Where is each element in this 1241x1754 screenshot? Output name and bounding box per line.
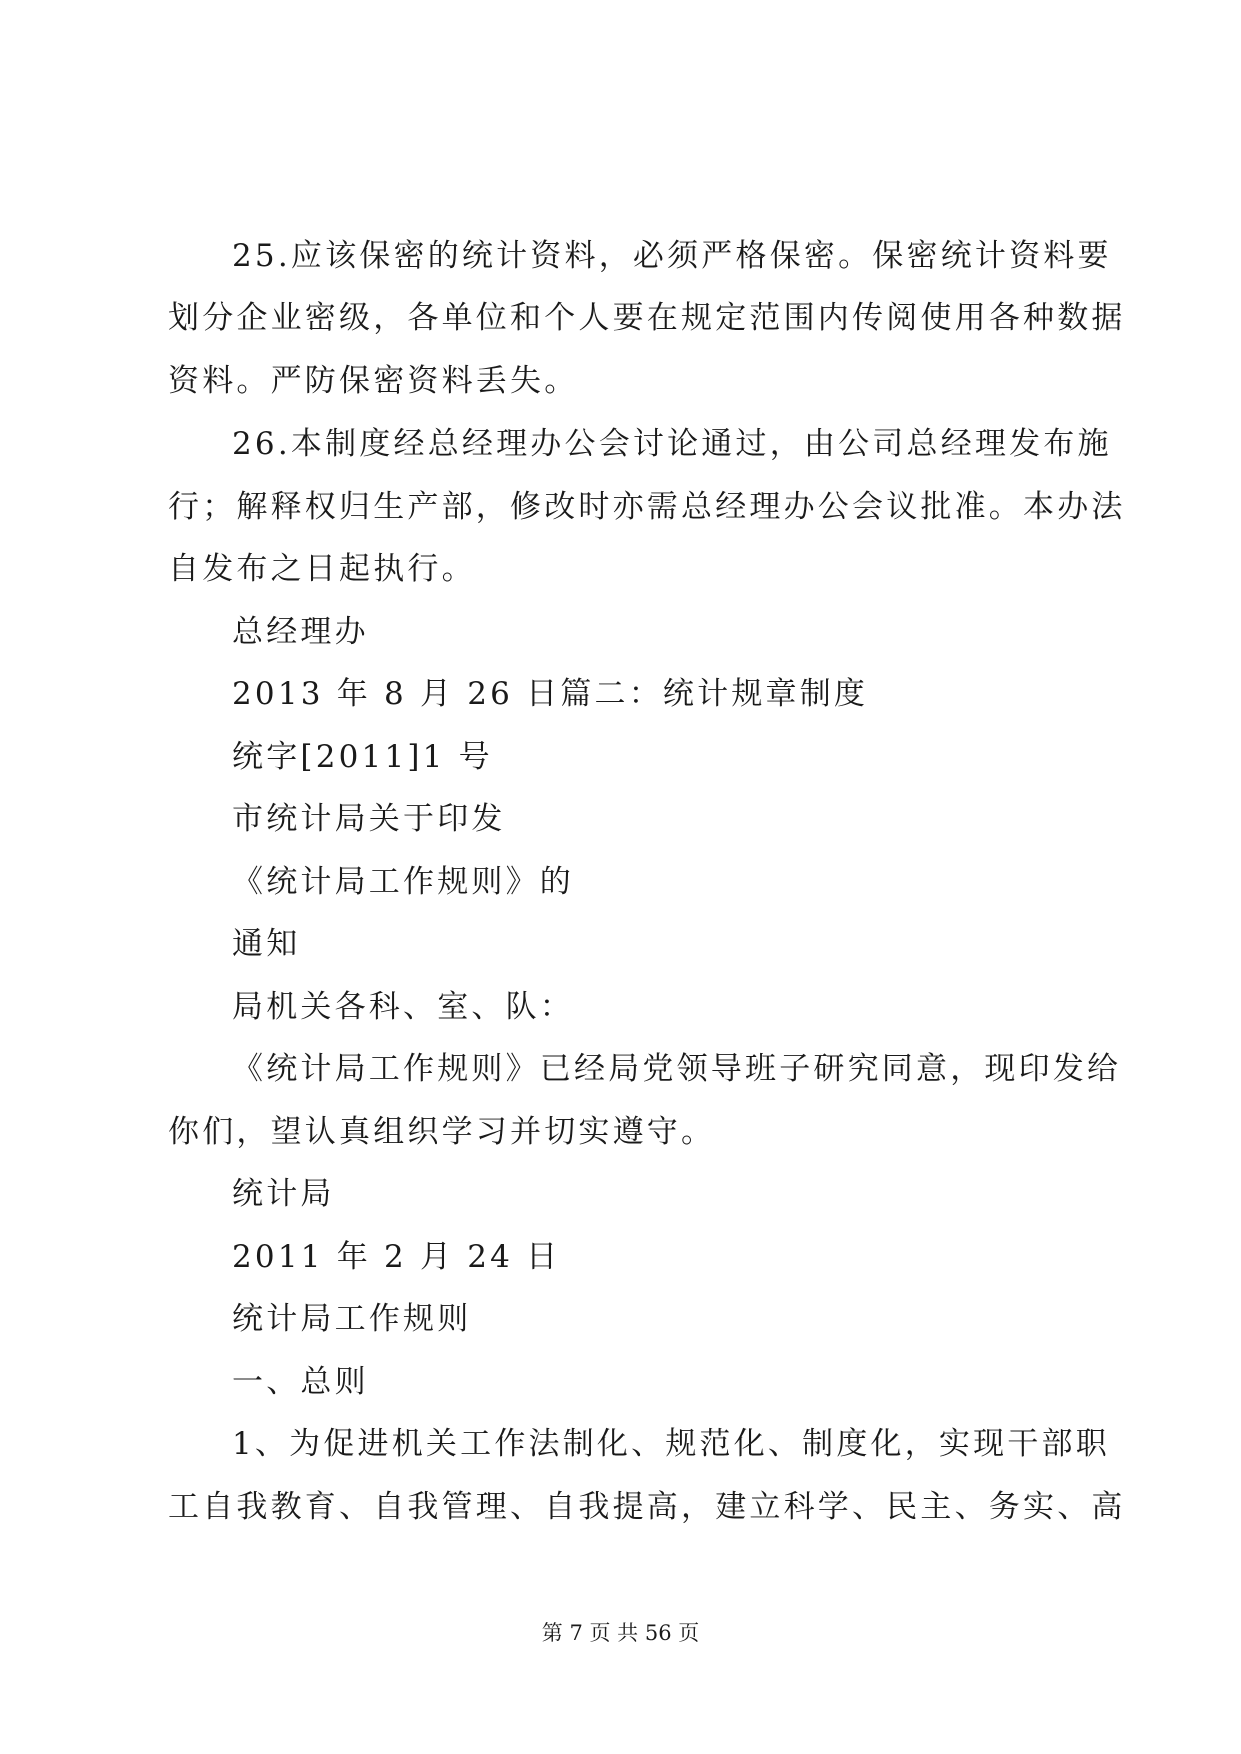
article-1-line-2: 工自我教育、自我管理、自我提高，建立科学、民主、务实、高 (168, 1489, 1126, 1525)
rules-title: 统计局工作规则 (232, 1301, 472, 1337)
notice-recipients: 局机关各科、室、队： (232, 989, 574, 1025)
notice-title-line-3: 通知 (232, 926, 301, 962)
page-indicator: 第 7 页 共 56 页 (541, 1621, 700, 1645)
notice-body-line-2: 你们，望认真组织学习并切实遵守。 (168, 1114, 716, 1150)
paragraph-25-line-2: 划分企业密级，各单位和个人要在规定范围内传阅使用各种数据 (168, 300, 1126, 336)
paragraph-25-line-3: 资料。严防保密资料丢失。 (168, 363, 579, 399)
paragraph-26-line-3: 自发布之日起执行。 (168, 551, 476, 587)
notice-date: 2011 年 2 月 24 日 (232, 1239, 561, 1275)
notice-title-line-1: 市统计局关于印发 (232, 801, 506, 837)
paragraph-26-line-1: 26.本制度经总经理办公会讨论通过，由公司总经理发布施 (232, 426, 1112, 462)
chapter-heading-general: 一、总则 (232, 1364, 369, 1400)
signature-office: 总经理办 (232, 614, 369, 650)
notice-issuer: 统计局 (232, 1176, 335, 1212)
document-number: 统字[2011]1 号 (232, 739, 493, 775)
paragraph-25-line-1: 25.应该保密的统计资料，必须严格保密。保密统计资料要 (232, 238, 1112, 274)
signature-date-and-section-title: 2013 年 8 月 26 日篇二：统计规章制度 (232, 676, 869, 712)
notice-title-line-2: 《统计局工作规则》的 (232, 864, 574, 900)
article-1-line-1: 1、为促进机关工作法制化、规范化、制度化，实现干部职 (232, 1426, 1110, 1462)
notice-body-line-1: 《统计局工作规则》已经局党领导班子研究同意，现印发给 (232, 1051, 1122, 1087)
paragraph-26-line-2: 行；解释权归生产部，修改时亦需总经理办公会议批准。本办法 (168, 489, 1126, 525)
